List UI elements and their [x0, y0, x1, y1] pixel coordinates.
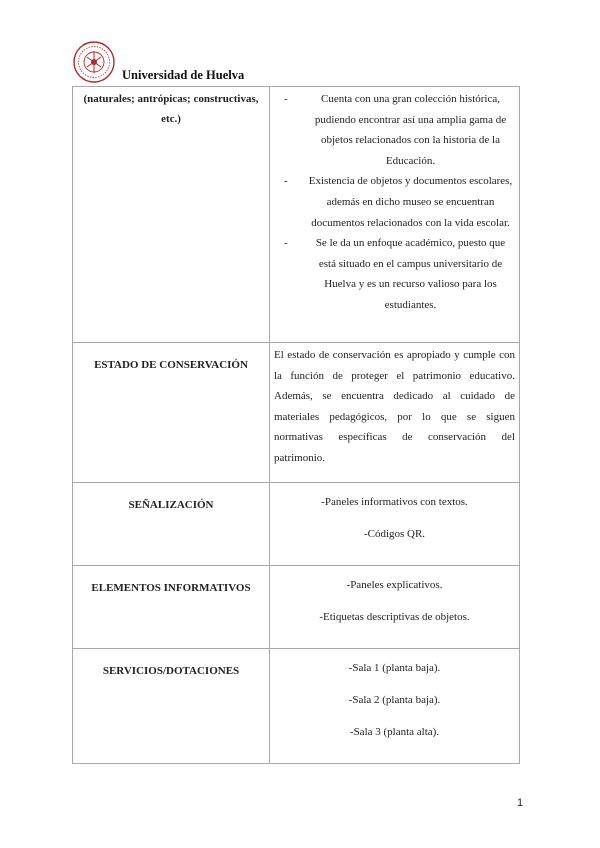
line-list [270, 566, 519, 648]
list-item: -Paneles informativos con textos. [321, 496, 468, 508]
row-value-cell [270, 483, 520, 566]
table-row [73, 483, 520, 566]
list-item: -Sala 1 (planta baja). [348, 662, 441, 674]
bullet-list [270, 87, 519, 328]
row-label-cell [73, 649, 270, 764]
line-list [270, 483, 519, 565]
list-item: -Paneles explicativos. [346, 579, 443, 591]
university-name: Universidad de Huelva [122, 68, 245, 82]
row-label-cell [73, 87, 270, 343]
row-label: ELEMENTOS INFORMATIVOS [91, 582, 251, 594]
list-item: -Sala 2 (planta baja). [348, 694, 441, 706]
list-item: -Etiquetas descriptivas de objetos. [319, 611, 470, 623]
row-value-cell [270, 649, 520, 764]
list-item: - Se le da un enfoque académico, puesto que está situado en el campus universitario de Huelva y es un recurso valioso para los estudiantes. [284, 233, 515, 315]
row-label-cell [73, 343, 270, 483]
row-value-cell [270, 566, 520, 649]
row-label: SEÑALIZACIÓN [128, 499, 214, 511]
table-row [73, 566, 520, 649]
row-label: SERVICIOS/DOTACIONES [102, 665, 240, 677]
row-label: (naturales; antrópicas; constructivas, etc.) [83, 93, 259, 125]
list-item: -Sala 3 (planta alta). [349, 726, 440, 738]
info-table [72, 86, 520, 764]
list-item: -Códigos QR. [363, 528, 426, 540]
conservation-text: El estado de conservación es apropiado y cumple con la función de proteger el patrimonio educativo. Además, se encuentra dedicado al cuidado de materiales pedagógicos, por lo que se siguen normativas específicas de conservación del patrimonio. [274, 349, 515, 464]
row-label-cell [73, 483, 270, 566]
row-value-cell [270, 87, 520, 343]
university-seal-icon [72, 40, 116, 84]
list-item: - Existencia de objetos y documentos escolares, además en dicho museo se encuentran documentos relacionados con la vida escolar. [284, 171, 515, 233]
line-list [270, 649, 519, 763]
page-number: 1 [517, 797, 524, 809]
table-row [73, 87, 520, 343]
table-row [73, 343, 520, 483]
table-row [73, 649, 520, 764]
list-item: - Cuenta con una gran colección histórica, pudiendo encontrar así una amplia gama de objetos relacionados con la historia de la Educación. [284, 89, 515, 171]
row-label-cell [73, 566, 270, 649]
row-value-cell [270, 343, 520, 483]
row-label: ESTADO DE CONSERVACIÓN [94, 359, 248, 371]
